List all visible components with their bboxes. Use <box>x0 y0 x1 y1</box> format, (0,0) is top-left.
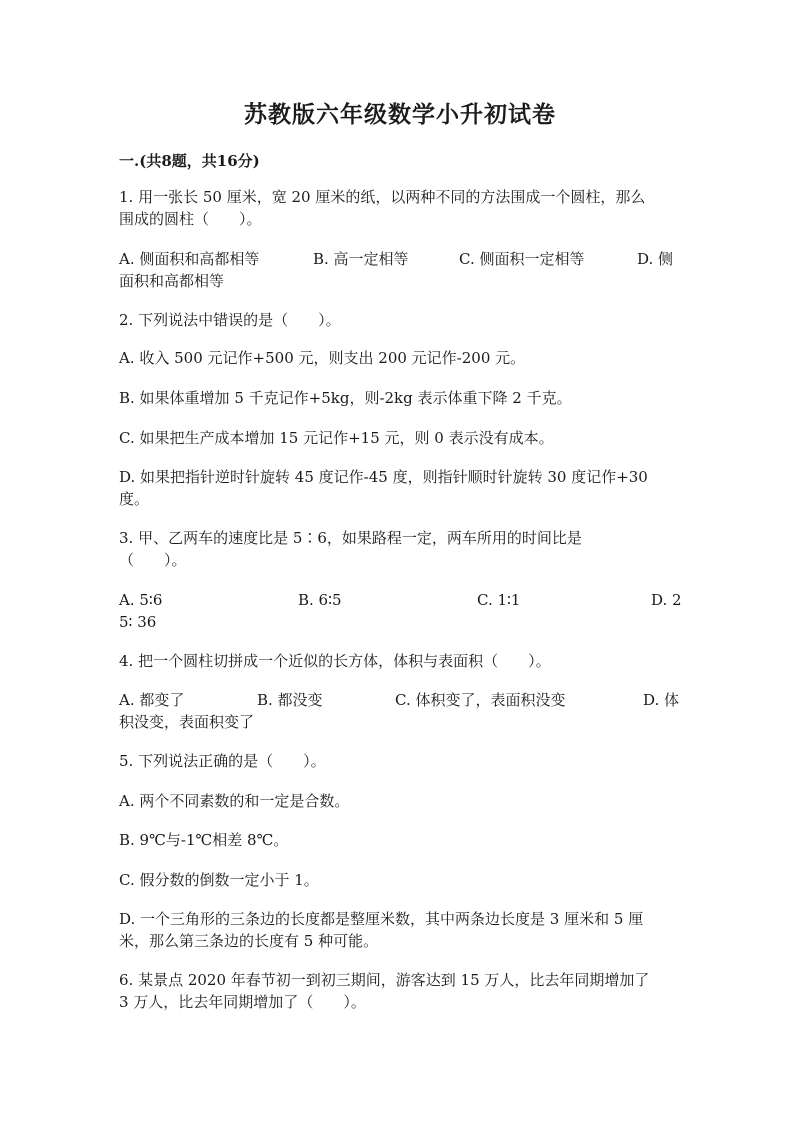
page-title: 苏教版六年级数学小升初试卷 <box>244 101 556 128</box>
q3-option-a: A. 5∶6 <box>119 591 163 609</box>
q3-option-c: C. 1∶1 <box>477 591 521 609</box>
q1-stem-line2: 围成的圆柱（ ）。 <box>119 210 262 228</box>
q4-option-a: A. 都变了 <box>119 691 185 709</box>
q5-option-d: D. 一个三角形的三条边的长度都是整厘米数，其中两条边长度是 3 厘米和 5 厘 <box>119 910 644 928</box>
q6-stem-line2: 3 万人，比去年同期增加了（ ）。 <box>119 993 366 1011</box>
q1-option-d-cont: 面积和高都相等 <box>119 272 225 290</box>
q2-option-c: C. 如果把生产成本增加 15 元记作+15 元，则 0 表示没有成本。 <box>119 429 554 447</box>
q5-stem: 5. 下列说法正确的是（ ）。 <box>119 752 326 770</box>
q5-option-a: A. 两个不同素数的和一定是合数。 <box>119 792 350 810</box>
q5-option-b: B. 9℃与-1℃相差 8℃。 <box>119 831 289 849</box>
q2-option-d-cont: 度。 <box>119 490 150 508</box>
q4-stem: 4. 把一个圆柱切拼成一个近似的长方体，体积与表面积（ ）。 <box>119 652 551 670</box>
q1-option-c: C. 侧面积一定相等 <box>459 250 585 268</box>
q2-stem: 2. 下列说法中错误的是（ ）。 <box>119 311 341 329</box>
q4-option-d-cont: 积没变，表面积变了 <box>119 713 255 731</box>
section-heading: 一.(共8题，共16分) <box>119 152 260 170</box>
q3-stem-line2: （ ）。 <box>119 551 187 569</box>
q2-option-b: B. 如果体重增加 5 千克记作+5kg，则-2kg 表示体重下降 2 千克。 <box>119 389 572 407</box>
q1-option-d: D. 侧 <box>637 250 674 268</box>
q4-option-d: D. 体 <box>643 691 680 709</box>
q1-stem-line1: 1. 用一张长 50 厘米，宽 20 厘米的纸，以两种不同的方法围成一个圆柱，那么 <box>119 188 646 206</box>
q3-option-d-cont: 5∶ 36 <box>119 613 157 631</box>
q1-option-b: B. 高一定相等 <box>313 250 409 268</box>
q6-stem-line1: 6. 某景点 2020 年春节初一到初三期间，游客达到 15 万人，比去年同期增加了 <box>119 971 650 989</box>
q3-option-d: D. 2 <box>651 591 682 609</box>
q3-stem-line1: 3. 甲、乙两车的速度比是 5∶6，如果路程一定，两车所用的时间比是 <box>119 529 582 547</box>
q4-option-b: B. 都没变 <box>257 691 323 709</box>
q1-option-a: A. 侧面积和高都相等 <box>119 250 260 268</box>
q2-option-a: A. 收入 500 元记作+500 元，则支出 200 元记作-200 元。 <box>119 349 526 367</box>
q4-option-c: C. 体积变了，表面积没变 <box>395 691 566 709</box>
q5-option-c: C. 假分数的倒数一定小于 1。 <box>119 871 319 889</box>
q3-option-b: B. 6∶5 <box>298 591 342 609</box>
q2-option-d: D. 如果把指针逆时针旋转 45 度记作-45 度，则指针顺时针旋转 30 度记作+30 <box>119 468 648 486</box>
q5-option-d-cont: 米，那么第三条边的长度有 5 种可能。 <box>119 932 379 950</box>
